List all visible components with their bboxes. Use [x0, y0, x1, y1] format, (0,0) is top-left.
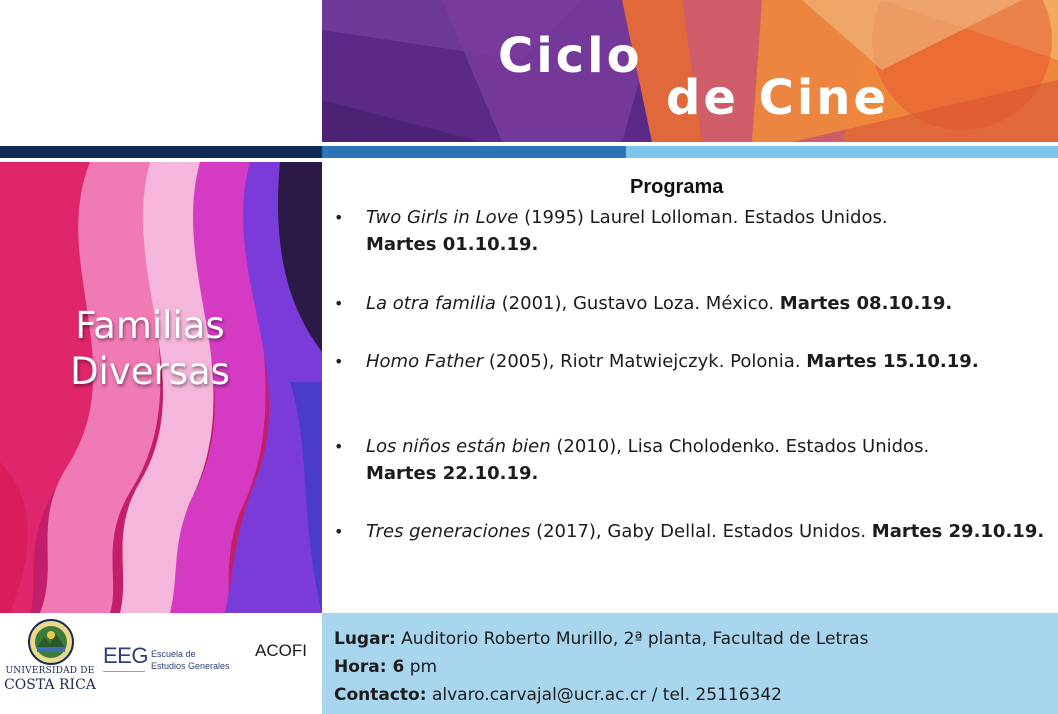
film-item [332, 290, 952, 317]
film-item [332, 433, 929, 487]
header-divider [0, 146, 1058, 158]
acofi-logo: ACOFI [255, 641, 307, 660]
film-title: La otra familia [366, 293, 496, 314]
film-title: Los niños están bien [366, 436, 551, 457]
film-details: (2010), Lisa Cholodenko. Estados Unidos. [550, 436, 930, 457]
ucr-logo [4, 619, 96, 707]
lugar-value: Auditorio Roberto Murillo, 2ª planta, Facultad de Letras [395, 629, 869, 649]
footer-logos [0, 613, 322, 714]
lugar-line [334, 625, 1058, 653]
programa-heading: Programa [630, 176, 724, 198]
contacto-line [334, 681, 1058, 709]
ucr-seal-icon [28, 619, 74, 665]
left-panel-title [0, 303, 300, 395]
title-ciclo: Ciclo [498, 28, 643, 84]
eeg-underline [103, 671, 145, 672]
contacto-label: Contacto: [334, 685, 427, 705]
film-item [332, 204, 888, 258]
film-title: Tres generaciones [366, 521, 531, 542]
left-title-line2: Diversas [70, 350, 230, 393]
film-date: Martes 29.10.19. [871, 521, 1045, 542]
film-details: (2017), Gaby Dellal. Estados Unidos. [530, 521, 872, 542]
ucr-name-line1: UNIVERSIDAD DE [5, 666, 95, 676]
title-de-cine: de Cine [666, 70, 890, 126]
film-title: Homo Father [366, 351, 484, 372]
film-details: (2001), Gustavo Loza. México. [495, 293, 780, 314]
hora-label: Hora: [334, 657, 387, 677]
hora-unit: pm [404, 657, 438, 677]
film-details: (2005), Riotr Matwiejczyk. Polonia. [483, 351, 807, 372]
film-item [332, 518, 1044, 545]
eeg-subtitle-line1: Escuela de [151, 649, 196, 659]
hora-number: 6 [386, 657, 405, 677]
film-item [332, 348, 979, 375]
footer-info [322, 613, 1058, 714]
film-date: Martes 22.10.19. [366, 463, 539, 484]
film-title: Two Girls in Love [366, 207, 519, 228]
hora-line [334, 653, 1058, 681]
eeg-subtitle-line2: Estudios Generales [151, 661, 230, 671]
film-date: Martes 01.10.19. [366, 234, 539, 255]
film-date: Martes 15.10.19. [806, 351, 979, 372]
contacto-value[interactable]: alvaro.carvajal@ucr.ac.cr / tel. 25116342 [426, 685, 782, 705]
eeg-abbreviation: EEG [103, 643, 148, 668]
left-title-line1: Familias [75, 304, 225, 347]
lugar-label: Lugar: [334, 629, 396, 649]
eeg-logo [103, 639, 243, 687]
film-date: Martes 08.10.19. [779, 293, 953, 314]
film-details: (1995) Laurel Lolloman. Estados Unidos. [518, 207, 888, 228]
ucr-name-line2: COSTA RICA [4, 677, 96, 693]
